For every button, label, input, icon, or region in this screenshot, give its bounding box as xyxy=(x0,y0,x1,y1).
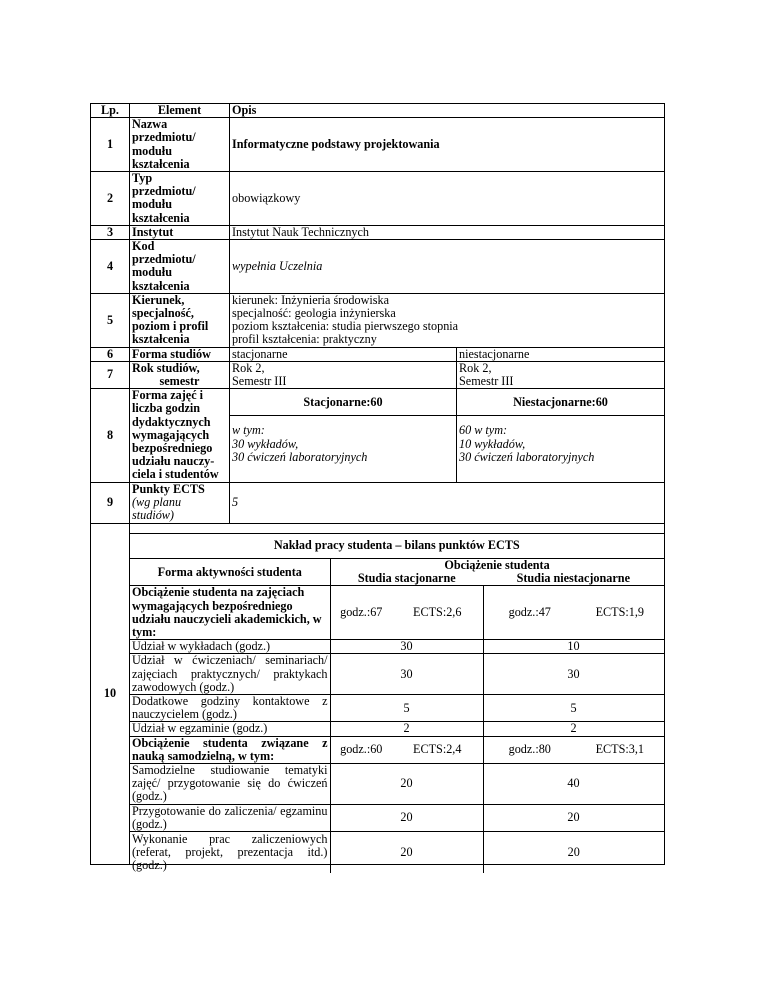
stac-value: 2 xyxy=(330,722,483,736)
course-name: Informatyczne podstawy projektowania xyxy=(230,118,665,172)
element-label: Rok studiów, semestr xyxy=(130,361,230,388)
element-label: Forma studiów xyxy=(130,347,230,361)
stac-value: 20 xyxy=(330,804,483,831)
niestac-value: 2 xyxy=(483,722,664,736)
element-label: Kod przedmiotu/ modułu kształcenia xyxy=(130,240,230,294)
niestac-value: 10 xyxy=(483,640,664,654)
year-semester-niestac: Rok 2, Semestr III xyxy=(457,361,665,388)
row-number: 3 xyxy=(91,225,130,239)
niestac-value: 20 xyxy=(483,832,664,873)
stac-value: 20 xyxy=(330,764,483,805)
direct-niestac-ects: ECTS:1,9 xyxy=(576,586,664,640)
course-type: obowiązkowy xyxy=(230,172,665,226)
niestac-value: 30 xyxy=(483,654,664,695)
study-form-stac: stacjonarne xyxy=(230,347,457,361)
study-form-niestac: niestacjonarne xyxy=(457,347,665,361)
self-niestac-hours: godz.:80 xyxy=(483,736,576,763)
stac-header: Studia stacjonarne xyxy=(330,572,483,586)
row-number: 9 xyxy=(91,482,130,523)
niestac-value: 40 xyxy=(483,764,664,805)
ects-value: 5 xyxy=(230,482,665,523)
row-number: 8 xyxy=(91,389,130,482)
hours-niestac-detail: 60 w tym: 10 wykładów, 30 ćwiczeń laboratoryjnych xyxy=(457,416,665,482)
niestac-value: 5 xyxy=(483,695,664,722)
stac-value: 5 xyxy=(330,695,483,722)
hours-niestac-head: Niestacjonarne:60 xyxy=(457,389,665,416)
hours-stac-detail: w tym: 30 wykładów, 30 ćwiczeń laboratoryjnych xyxy=(230,416,457,482)
year-semester-stac: Rok 2, Semestr III xyxy=(230,361,457,388)
direct-stac-hours: godz.:67 xyxy=(330,586,392,640)
row-number: 2 xyxy=(91,172,130,226)
activity-label: Wykonanie prac zaliczeniowych (referat, projekt, prezentacja itd.) (godz.) xyxy=(130,832,330,873)
self-study-label: Obciążenie studenta związane z nauką samodzielną, w tym: xyxy=(130,736,330,763)
header-opis: Opis xyxy=(230,104,665,118)
workload-table xyxy=(130,533,665,873)
activity-form-header: Forma aktywności studenta xyxy=(130,559,330,586)
element-label: Nazwa przedmiotu/ modułu kształcenia xyxy=(130,118,230,172)
program-info: kierunek: Inżynieria środowiska specjalność: geologia inżynierska poziom kształcenia: studia pierwszego stopnia profil kształcenia: praktyczny xyxy=(230,293,665,347)
row-number: 5 xyxy=(91,293,130,347)
activity-label: Przygotowanie do zaliczenia/ egzaminu (godz.) xyxy=(130,804,330,831)
activity-label: Udział w egzaminie (godz.) xyxy=(130,722,330,736)
direct-stac-ects: ECTS:2,6 xyxy=(392,586,483,640)
header-lp: Lp. xyxy=(91,104,130,118)
workload-title: Nakład pracy studenta – bilans punktów ECTS xyxy=(130,534,664,559)
direct-niestac-hours: godz.:47 xyxy=(483,586,576,640)
element-label: Kierunek, specjalność, poziom i profil kształcenia xyxy=(130,293,230,347)
institute: Instytut Nauk Technicznych xyxy=(230,225,665,239)
row-number: 10 xyxy=(91,523,130,864)
row-number: 4 xyxy=(91,240,130,294)
stac-value: 20 xyxy=(330,832,483,873)
row-number: 1 xyxy=(91,118,130,172)
element-label: Typ przedmiotu/ modułu kształcenia xyxy=(130,172,230,226)
course-code: wypełnia Uczelnia xyxy=(230,240,665,294)
stac-value: 30 xyxy=(330,654,483,695)
activity-label: Udział w wykładach (godz.) xyxy=(130,640,330,654)
element-label: Forma zajęć i liczba godzin dydaktycznych wymagających bezpośredniego udziału nauczy- ciela i studentów xyxy=(130,389,230,482)
element-label: Punkty ECTS (wg planu studiów) xyxy=(130,482,230,523)
load-header: Obciążenie studenta xyxy=(330,559,664,573)
activity-label: Dodatkowe godziny kontaktowe z nauczycielem (godz.) xyxy=(130,695,330,722)
activity-label: Udział w ćwiczeniach/ seminariach/ zajęciach praktycznych/ praktykach zawodowych (godz.) xyxy=(130,654,330,695)
niestac-value: 20 xyxy=(483,804,664,831)
header-element: Element xyxy=(130,104,230,118)
niestac-header: Studia niestacjonarne xyxy=(483,572,664,586)
row-number: 6 xyxy=(91,347,130,361)
stac-value: 30 xyxy=(330,640,483,654)
self-stac-ects: ECTS:2,4 xyxy=(392,736,483,763)
hours-stac-head: Stacjonarne:60 xyxy=(230,389,457,416)
row-number: 7 xyxy=(91,361,130,388)
activity-label: Samodzielne studiowanie tematyki zajęć/ przygotowanie się do ćwiczeń (godz.) xyxy=(130,764,330,805)
self-niestac-ects: ECTS:3,1 xyxy=(576,736,664,763)
self-stac-hours: godz.:60 xyxy=(330,736,392,763)
element-label: Instytut xyxy=(130,225,230,239)
direct-load-label: Obciążenie studenta na zajęciach wymagających bezpośredniego udziału nauczycieli akademickich, w tym: xyxy=(130,586,330,640)
